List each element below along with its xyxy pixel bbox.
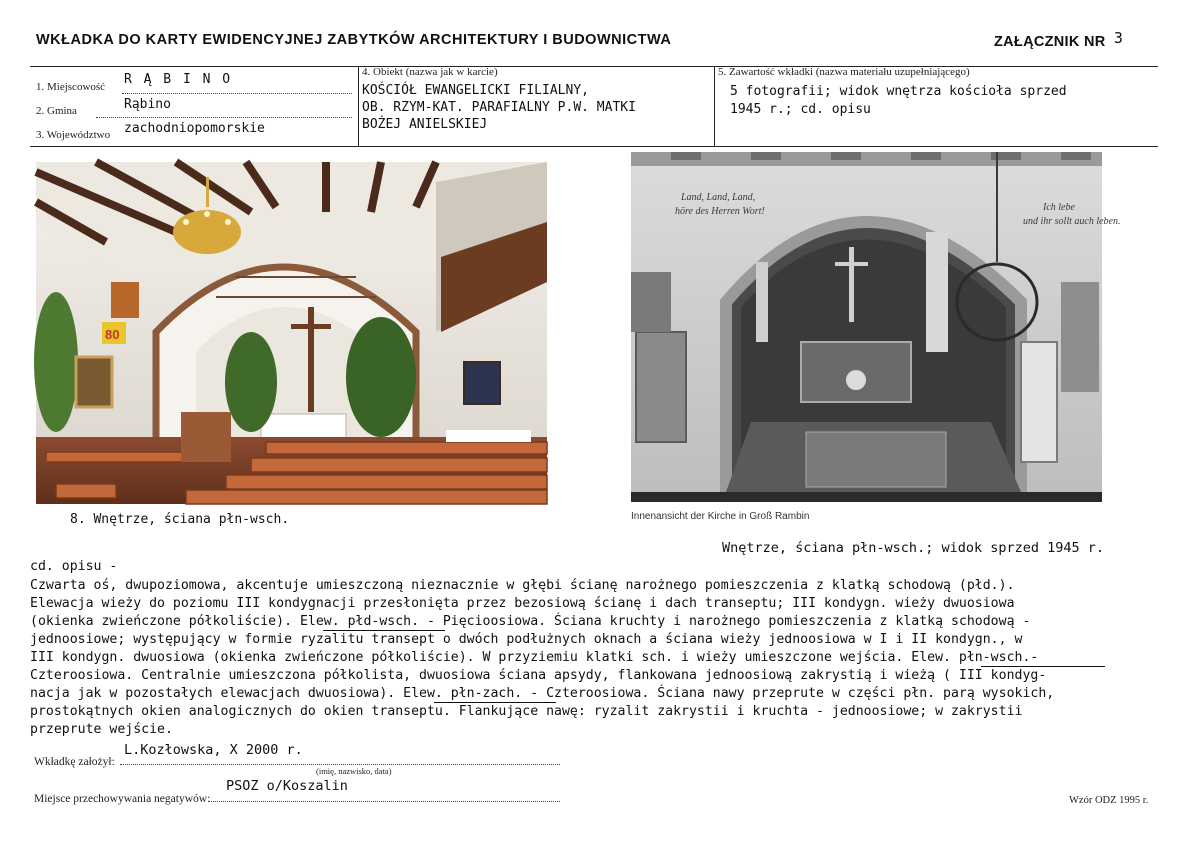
description-line-8: prostokątnych okien analogicznych do okien transeptu. Flankujące nawę: ryzalit zakrystii i kruchta - jednoosiowe; w zakrystii [30, 704, 1023, 719]
commune-dotted-line [96, 117, 352, 118]
historic-photo-inner-caption: Innenansicht der Kirche in Groß Rambin [631, 511, 810, 522]
annex-number: 3 [1113, 29, 1124, 47]
description-heading: cd. opisu - [30, 559, 118, 574]
form-version: Wzór ODZ 1995 r. [1069, 795, 1149, 806]
form-title: WKŁADKA DO KARTY EWIDENCYJNEJ ZABYTKÓW ARCHITEKTURY I BUDOWNICTWA [36, 32, 672, 48]
object-line-3: BOŻEJ ANIELSKIEJ [362, 117, 488, 132]
voivodeship-label: 3. Województwo [36, 129, 111, 141]
annex-label [994, 29, 1124, 50]
prepared-hint: (imię, nazwisko, data) [316, 766, 392, 776]
inscription-right: Ich lebe und ihr sollt auch leben. [1023, 202, 1121, 227]
interior-photo-historic-image [631, 152, 1121, 502]
contents-field [718, 66, 1158, 119]
locality-label: 1. Miejscowość [36, 81, 106, 93]
contents-label: 5. Zawartość wkładki (nazwa materiału uzupełniającego) [718, 66, 970, 78]
underline-elew-pln-zach [434, 702, 556, 703]
object-label: 4. Obiekt (nazwa jak w karcie) [362, 66, 498, 78]
locality-value: R Ą B I N O [124, 72, 233, 87]
description-line-9: przeprute wejście. [30, 722, 173, 737]
description-line-7: nacja jak w pozostałych elewacjach dwuosiowa). Elew. płn-zach. - Czteroosiowa. Ściana nawy przeprute w części płn. parą wysokich, [30, 686, 1055, 701]
contents-line-2: 1945 r.; cd. opisu [730, 102, 871, 117]
interior-photo-historic [631, 152, 1121, 502]
prepared-dotted-line [120, 764, 560, 765]
underline-elew-pld-wsch [323, 630, 445, 631]
right-photo-caption: Wnętrze, ściana płn-wsch.; widok sprzed 1945 r. [722, 540, 1105, 556]
description-line-1: Czwarta oś, dwupoziomowa, akcentuje umieszczoną nieznacznie w głębi ścianę narożnego pomieszczenia z klatką schodową (płd.). [30, 578, 1015, 593]
contents-line-1: 5 fotografii; widok wnętrza kościoła sprzed [730, 84, 1067, 99]
prepared-label: Wkładkę założył: [34, 756, 115, 768]
annex-label-text: ZAŁĄCZNIK NR [994, 34, 1106, 50]
prepared-value: L.Kozłowska, X 2000 r. [124, 742, 303, 758]
description-line-3: (okienka zwieńczone półkoliście). Elew. płd-wsch. - Pięcioosiowa. Ściana kruchty i narożnego pomieszczenia z klatką schodową - [30, 614, 1031, 629]
locality-dotted-line [122, 93, 352, 94]
negatives-label: Miejsce przechowywania negatywów: [34, 793, 211, 805]
underline-elew-pln-wsch [981, 666, 1105, 667]
fields-bottom-rule [30, 146, 1158, 147]
left-photo-caption: 8. Wnętrze, ściana płn-wsch. [70, 512, 290, 527]
object-value [362, 82, 712, 133]
interior-photo-color-image [36, 162, 547, 504]
contents-value [730, 83, 1158, 119]
object-line-1: KOŚCIÓŁ EWANGELICKI FILIALNY, [362, 83, 589, 98]
field-divider-1 [358, 66, 359, 146]
interior-photo-color [36, 162, 547, 504]
poster-number: 80 [105, 327, 120, 342]
description-line-5: III kondygn. dwuosiowa (okienka zwieńczone półkoliście). W przyziemiu klatki sch. i wieży umieszczone wejścia. Elew. płn-wsch.- [30, 650, 1039, 665]
object-line-2: OB. RZYM-KAT. PARAFIALNY P.W. MATKI [362, 100, 636, 115]
description-line-4: jednoosiowe; występujący w formie ryzalitu transept o dwóch podłużnych oknach a ściana wieży jednoosiowa w I i II kondygn., w [30, 632, 1023, 647]
object-field [362, 66, 712, 133]
description-line-6: Czteroosiowa. Centralnie umieszczona półkolista, dwuosiowa ściana apsydy, flankowana jednoosiową zakrystią i wieżą ( III kondyg- [30, 668, 1047, 683]
negatives-dotted-line [208, 801, 560, 802]
commune-label: 2. Gmina [36, 105, 77, 117]
voivodeship-value: zachodniopomorskie [124, 121, 265, 136]
inscription-left: Land, Land, Land, höre des Herren Wort! [675, 192, 765, 217]
commune-value: Rąbino [124, 97, 171, 112]
negatives-value: PSOZ o/Koszalin [226, 778, 348, 794]
field-divider-2 [714, 66, 715, 146]
description-line-2: Elewacja wieży do poziomu III kondygnacji przesłonięta przez bezosiową ścianę i dach transeptu; III kondygn. wieży dwuosiowa [30, 596, 1015, 611]
